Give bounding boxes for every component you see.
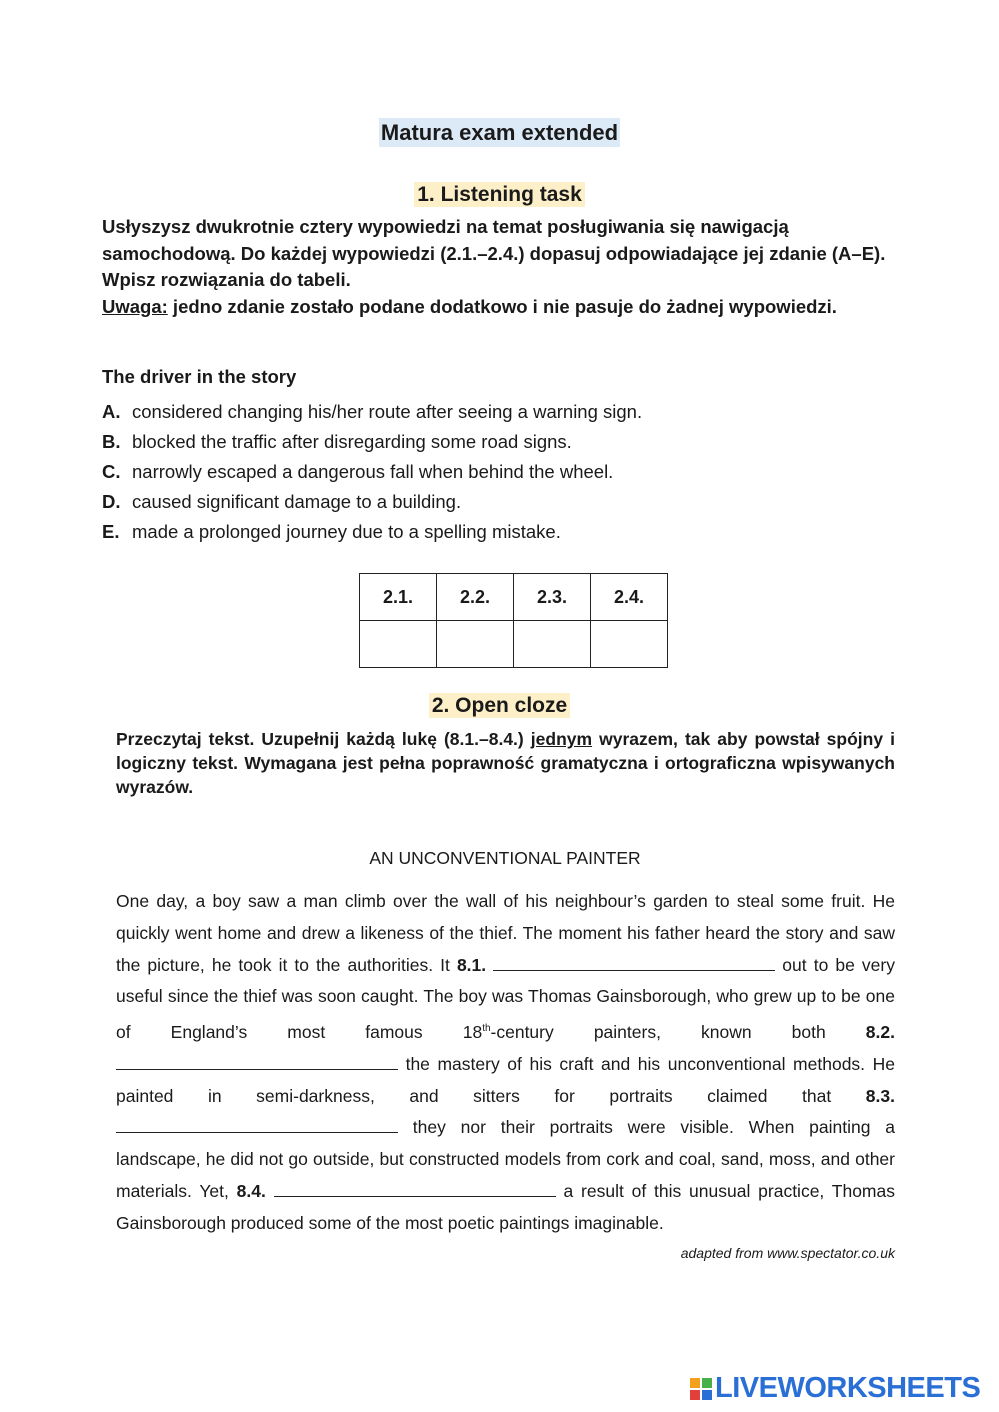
option-d: D. caused significant damage to a building. bbox=[102, 491, 462, 512]
source-note: adapted from www.spectator.co.uk bbox=[680, 1245, 895, 1261]
options-list bbox=[102, 399, 642, 549]
answer-header-2-2: 2.2. bbox=[437, 574, 514, 621]
gap-8-1[interactable] bbox=[493, 952, 775, 971]
section1-heading: 1. Listening task bbox=[0, 183, 999, 207]
answer-cell-2-2[interactable] bbox=[437, 621, 514, 668]
driver-heading: The driver in the story bbox=[102, 366, 297, 387]
option-e: E. made a prolonged journey due to a spelling mistake. bbox=[102, 521, 561, 542]
section2-instructions: Przeczytaj tekst. Uzupełnij każdą lukę (8.1.–8.4.) jednym wyrazem, tak aby powstał spójny i logiczny tekst. Wymagana jest pełna poprawność gramatyczna i ortograficzna wpisywanych wyrazów. bbox=[116, 729, 895, 797]
gap-label-8-1: 8.1. bbox=[456, 954, 487, 975]
liveworksheets-logo-icon bbox=[690, 1378, 712, 1400]
answer-cell-2-1[interactable] bbox=[360, 621, 437, 668]
gap-label-8-2: 8.2. bbox=[865, 1022, 895, 1043]
liveworksheets-logo: LIVEWORKSHEETS bbox=[690, 1372, 980, 1405]
note-label: Uwaga: bbox=[102, 295, 168, 317]
answer-cell-2-3[interactable] bbox=[514, 621, 591, 668]
gap-8-3[interactable] bbox=[116, 1114, 398, 1133]
page-title: Matura exam extended bbox=[380, 120, 619, 145]
gap-label-8-4: 8.4. bbox=[236, 1181, 266, 1201]
option-a: A. considered changing his/her route after seeing a warning sign. bbox=[102, 401, 643, 422]
section1-instructions: Usłyszysz dwukrotnie cztery wypowiedzi na temat posługiwania się nawigacją samochodową. Do każdej wypowiedzi (2.1.–2.4.) dopasuj odpowiadające jej zdanie (A–E). Wpisz rozwiązania do tabeli. Uwaga: jedno zdanie zostało podane dodatkowo i nie pasuje do żadnej wypowiedzi. bbox=[102, 216, 886, 317]
answer-header-2-4: 2.4. bbox=[591, 574, 668, 621]
gap-8-4[interactable] bbox=[274, 1178, 556, 1197]
option-b: B. blocked the traffic after disregarding some road signs. bbox=[102, 431, 572, 452]
answer-cell-2-4[interactable] bbox=[591, 621, 668, 668]
story-title: AN UNCONVENTIONAL PAINTER bbox=[369, 848, 641, 868]
answer-header-2-1: 2.1. bbox=[360, 574, 437, 621]
gap-label-8-3: 8.3. bbox=[865, 1085, 895, 1106]
option-c: C. narrowly escaped a dangerous fall when behind the wheel. bbox=[102, 461, 614, 482]
section2-heading: 2. Open cloze bbox=[0, 694, 999, 718]
gap-8-2[interactable] bbox=[116, 1051, 398, 1070]
answer-header-2-3: 2.3. bbox=[514, 574, 591, 621]
story-text: One day, a boy saw a man climb over the wall of his neighbour’s garden to steal some fruit. He quickly went home and drew a likeness of the thief. The moment his father heard the story and saw the picture, he took it to the authorities. It 8.1. out to be very useful since the thief was soon caught. The boy was Thomas Gainsborough, who grew up to be one of England’s most famous 18th-century painters, known both 8.2. the mastery of his craft and his unconventional methods. He painted in semi-darkness, and sitters for portraits claimed that 8.3. they nor their portraits were visible. When painting a landscape, he did not go outside, but constructed models from cork and coal, sand, moss, and other materials. Yet, 8.4. a result of this unusual practice, Thomas Gainsborough produced some of the most poetic paintings imaginable. bbox=[116, 891, 895, 1233]
answer-table bbox=[359, 573, 668, 668]
